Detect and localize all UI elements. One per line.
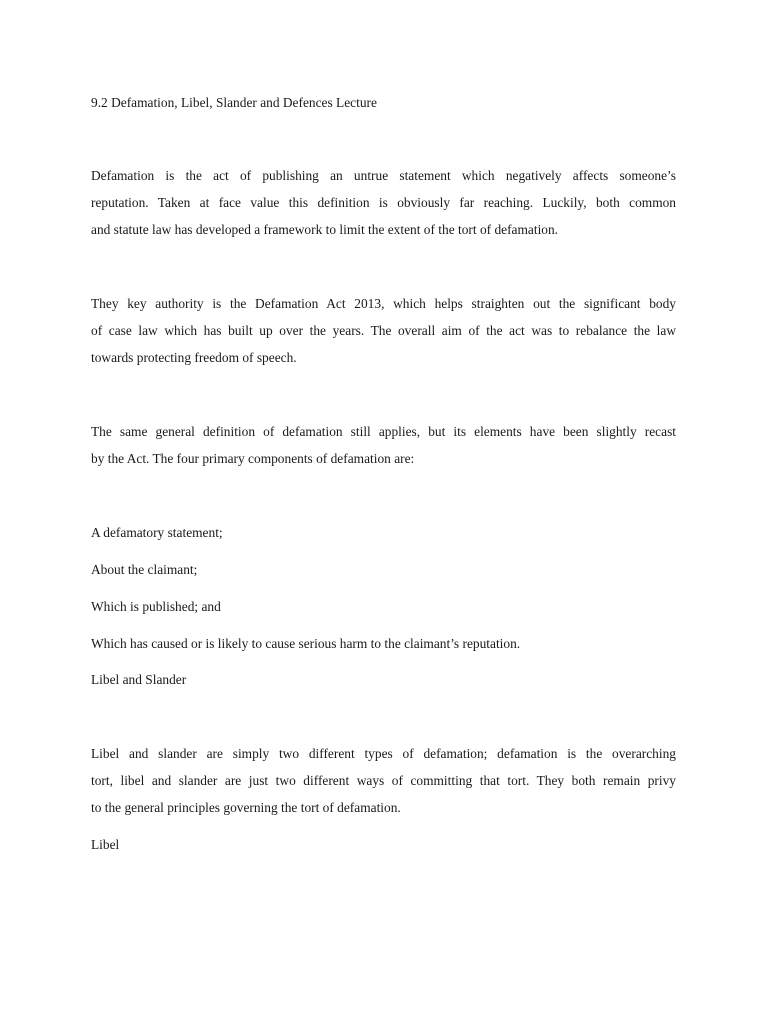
paragraph-1-line-3: and statute law has developed a framework to limit the extent of the tort of defamation. <box>91 222 559 237</box>
section-heading-libel: Libel <box>91 837 120 852</box>
list-item: A defamatory statement; <box>91 525 223 540</box>
section-heading-libel-and-slander: Libel and Slander <box>91 672 187 687</box>
document-title: 9.2 Defamation, Libel, Slander and Defences Lecture <box>91 95 377 110</box>
paragraph-2-line-1: They key authority is the Defamation Act 2013, which helps straighten out the significant body <box>91 296 676 311</box>
paragraph-4-line-2: tort, libel and slander are just two different ways of committing that tort. They both remain privy <box>91 773 676 788</box>
list-item: About the claimant; <box>91 562 198 577</box>
paragraph-1-line-2: reputation. Taken at face value this definition is obviously far reaching. Luckily, both common <box>91 195 676 210</box>
paragraph-2-line-2: of case law which has built up over the years. The overall aim of the act was to rebalance the law <box>91 323 676 338</box>
paragraph-4-line-3: to the general principles governing the tort of defamation. <box>91 800 401 815</box>
paragraph-3-line-1: The same general definition of defamation still applies, but its elements have been slightly recast <box>91 424 676 439</box>
list-item: Which is published; and <box>91 599 221 614</box>
list-item: Which has caused or is likely to cause serious harm to the claimant’s reputation. <box>91 636 521 651</box>
paragraph-2-line-3: towards protecting freedom of speech. <box>91 350 297 365</box>
paragraph-4-line-1: Libel and slander are simply two different types of defamation; defamation is the overarching <box>91 746 676 761</box>
paragraph-3-line-2: by the Act. The four primary components of defamation are: <box>91 451 415 466</box>
paragraph-1-line-1: Defamation is the act of publishing an untrue statement which negatively affects someone’s <box>91 168 676 183</box>
